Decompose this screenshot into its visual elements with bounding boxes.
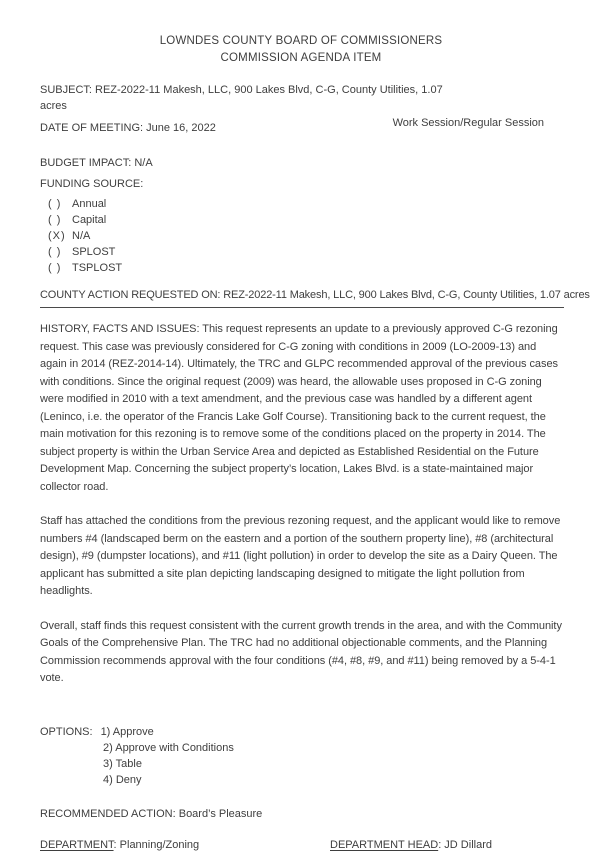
- department-value: : Planning/Zoning: [113, 838, 200, 851]
- county-action-requested-line: COUNTY ACTION REQUESTED ON: REZ-2022-11 Makesh, LLC, 900 Lakes Blvd, C-G, County Utilities, 1.07 acres: [40, 287, 564, 308]
- department-field: [40, 837, 330, 853]
- subject-line: SUBJECT: REZ-2022-11 Makesh, LLC, 900 Lakes Blvd, C-G, County Utilities, 1.07 acres: [40, 84, 443, 112]
- tsplost-checkbox-icon: ( ): [48, 262, 62, 274]
- funding-option-label: N/A: [72, 230, 91, 242]
- funding-option-tsplost: [40, 260, 562, 276]
- funding-option-label: TSPLOST: [72, 262, 123, 274]
- splost-checkbox-icon: ( ): [48, 246, 62, 258]
- options-label: OPTIONS:: [40, 725, 93, 738]
- department-head-value: : JD Dillard: [438, 838, 492, 851]
- department-head-field: [330, 837, 492, 853]
- options-section: [40, 724, 562, 788]
- na-checkbox-checked-icon: (X): [48, 230, 66, 242]
- budget-impact: BUDGET IMPACT: N/A: [40, 157, 153, 169]
- department-row: [40, 837, 562, 853]
- option-deny: 4) Deny: [103, 773, 142, 786]
- funding-option-splost: [40, 244, 562, 260]
- org-title: LOWNDES COUNTY BOARD OF COMMISSIONERS: [159, 35, 443, 47]
- funding-option-capital: [40, 212, 562, 228]
- funding-option-label: Capital: [72, 214, 107, 226]
- document-type-title: COMMISSION AGENDA ITEM: [220, 51, 382, 64]
- document-header: [40, 33, 562, 66]
- history-facts-issues-paragraph: HISTORY, FACTS AND ISSUES: This request represents an update to a previously approved C-G rezoning request. This case was previously considered for C-G zoning with conditions in 2009 (LO-2009-13) and again in 2014 (REZ-2014-14). Ultimately, the TRC and GLPC recommended approval of the previous cases with conditions. Since the original request (2009) was heard, the allowable uses proposed in C-G zoning were modified in 2010 with a text amendment, and the previous case was handled by a different agent (Leninco, i.e. the operator of the Francis Lake Golf Course). Transitioning back to the current request, the main motivation for this rezoning is to remove some of the conditions placed on the property in 2014. The subject property is within the Urban Service Area and depicted as Established Residential on the Future Development Map. Concerning the subject property’s location, Lakes Blvd. is a state-maintained major collector road.: [40, 323, 558, 493]
- funding-source-label: FUNDING SOURCE:: [40, 178, 144, 190]
- meeting-date-row: [40, 117, 562, 136]
- funding-option-label: Annual: [72, 198, 107, 210]
- funding-option-annual: [40, 196, 562, 212]
- staff-conditions-paragraph: Staff has attached the conditions from the previous rezoning request, and the applicant would like to remove numbers #4 (landscaped berm on the eastern and a portion of the southern property line), #8 (architectural design), #9 (dumpster locations), and #11 (light pollution) in order to develop the site as a Dairy Queen. The applicant has submitted a site plan depicting landscaping designed to mitigate the light pollution from headlights.: [40, 515, 561, 597]
- session-type: Work Session/Regular Session: [392, 117, 544, 129]
- staff-findings-paragraph: Overall, staff finds this request consistent with the current growth trends in the area, and with the Community Goals of the Comprehensive Plan. The TRC had no additional objectionable comments, and the Planning Commission recommends approval with the four conditions (#4, #8, #9, and #11) being removed by a 5-4-1 vote.: [40, 619, 562, 684]
- funding-option-na: [40, 228, 562, 244]
- recommended-action: RECOMMENDED ACTION: Board’s Pleasure: [40, 807, 263, 820]
- department-head-label: DEPARTMENT HEAD: [330, 838, 439, 851]
- funding-option-label: SPLOST: [72, 246, 116, 258]
- options-first-row: [40, 724, 562, 740]
- department-label: DEPARTMENT: [40, 838, 114, 851]
- funding-source-list: [40, 196, 562, 276]
- annual-checkbox-icon: ( ): [48, 198, 62, 210]
- option-table: 3) Table: [103, 757, 142, 770]
- capital-checkbox-icon: ( ): [48, 214, 62, 226]
- date-of-meeting: DATE OF MEETING: June 16, 2022: [40, 122, 216, 134]
- option-approve: 1) Approve: [100, 725, 154, 738]
- option-approve-with-conditions: 2) Approve with Conditions: [103, 741, 234, 754]
